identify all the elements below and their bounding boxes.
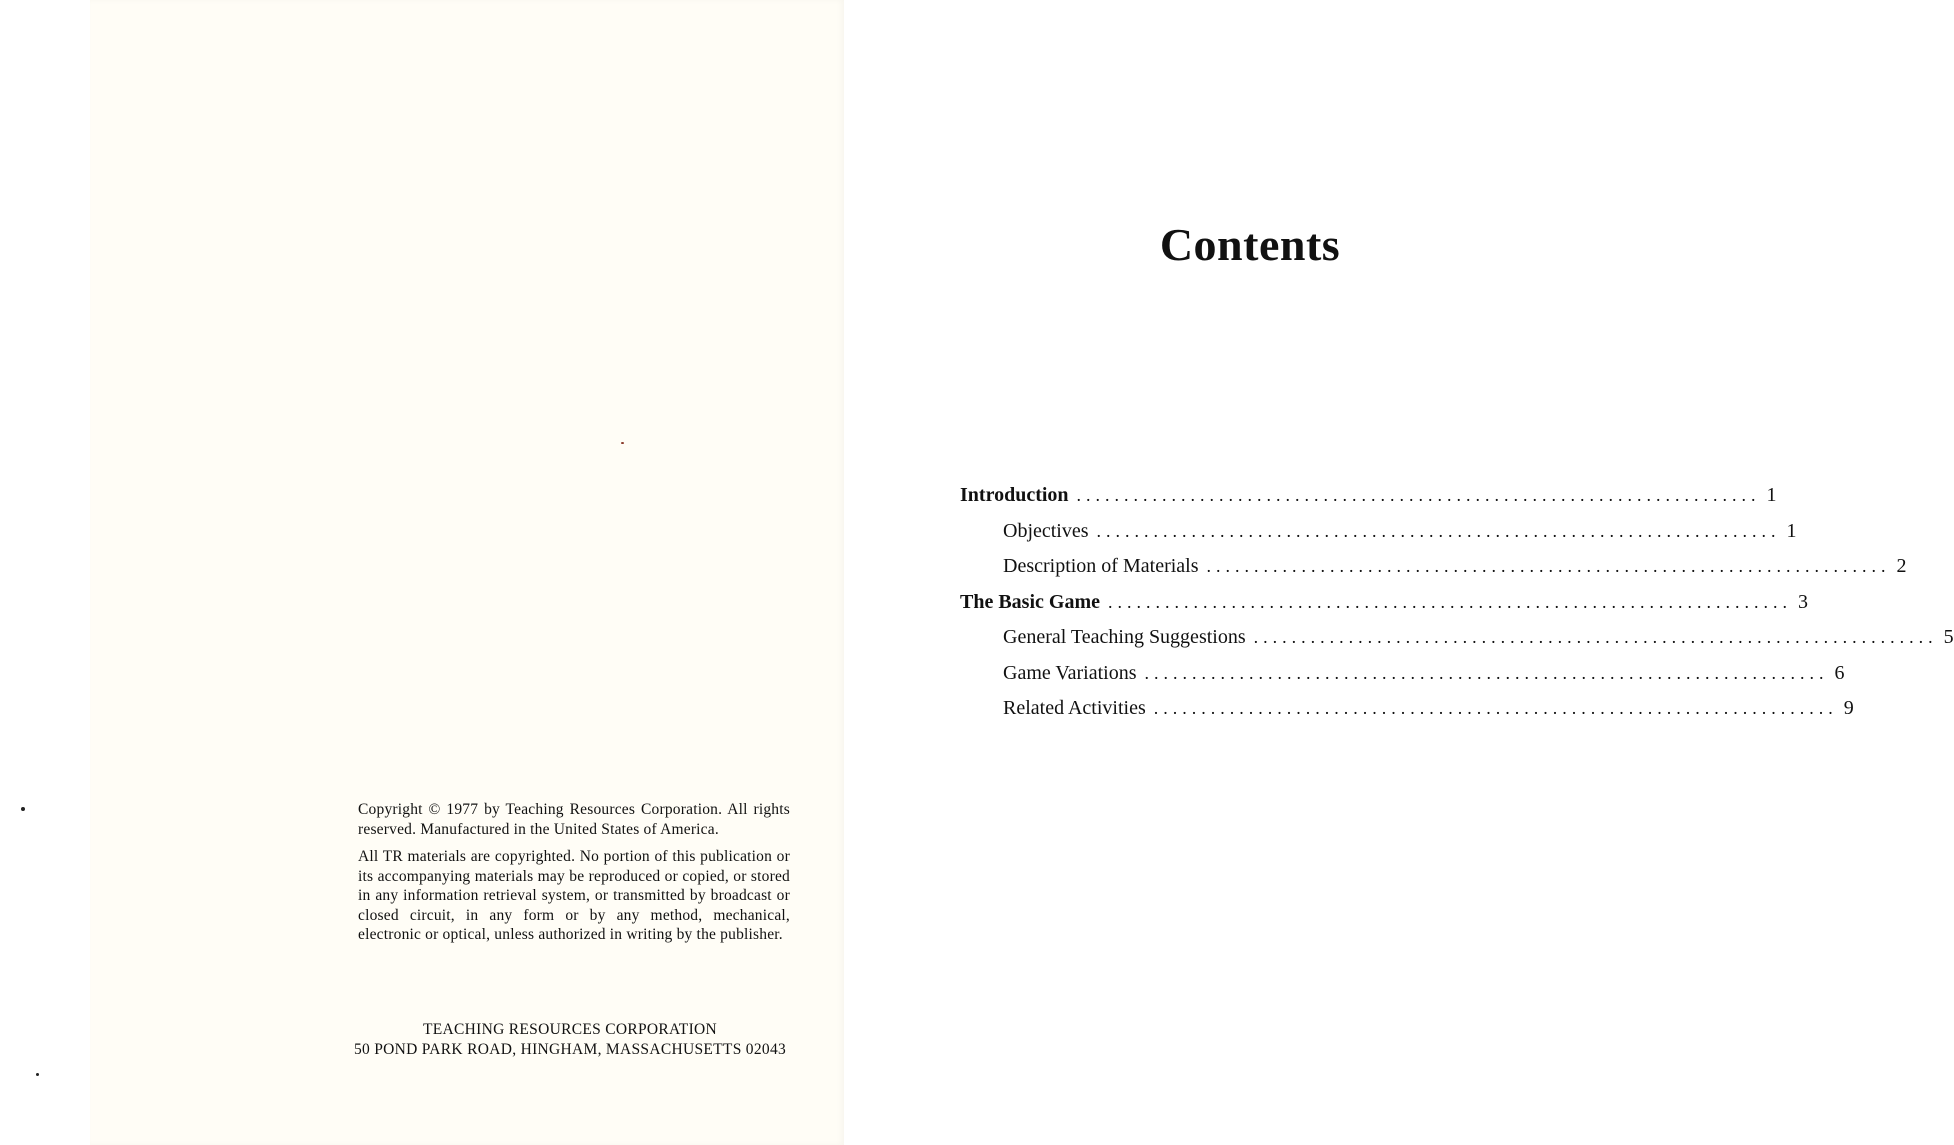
toc-entry-title: The Basic Game xyxy=(960,590,1100,613)
dot-leader: ........................................................................ xyxy=(1108,591,1792,612)
toc-page-number: 1 xyxy=(1786,519,1797,542)
toc-entry-title: Description of Materials xyxy=(1003,555,1199,577)
bleed-through-mark xyxy=(185,360,201,413)
toc-entry-title: Related Activities xyxy=(1003,697,1146,719)
page-title: Contents xyxy=(1159,219,1341,270)
dot-leader: ........................................................................ xyxy=(1144,662,1829,683)
dot-leader: ........................................................................ xyxy=(1253,627,1938,647)
toc-page-number: 3 xyxy=(1798,590,1808,613)
toc-entry-title: Introduction xyxy=(960,484,1069,506)
scan-speck xyxy=(36,1073,39,1076)
copyright-paragraph: Copyright © 1977 by Teaching Resources Corporation. All rights reserved. Manufactured in the United States of America. xyxy=(358,801,790,838)
toc-entry xyxy=(960,590,1808,627)
dot-leader: ........................................................................ xyxy=(1153,698,1838,718)
toc-entry-title: Game Variations xyxy=(1003,661,1137,684)
copyright-page xyxy=(90,0,844,1145)
dot-leader: ........................................................................ xyxy=(1206,556,1891,576)
toc-page-number: 9 xyxy=(1843,697,1854,719)
toc-page-number: 1 xyxy=(1766,484,1777,506)
table-of-contents xyxy=(960,484,1954,733)
publisher-name: TEACHING RESOURCES CORPORATION xyxy=(422,1021,718,1038)
publisher-block xyxy=(290,1020,850,1060)
publisher-address: 50 POND PARK ROAD, HINGHAM, MASSACHUSETTS 02043 xyxy=(353,1041,787,1058)
toc-entry xyxy=(960,555,1907,591)
toc-entry xyxy=(960,626,1954,662)
toc-entry xyxy=(960,484,1777,520)
scan-speck xyxy=(621,442,624,444)
toc-entry xyxy=(960,697,1854,733)
toc-entry xyxy=(960,519,1797,556)
toc-page-number: 6 xyxy=(1834,661,1845,684)
copyright-notice xyxy=(358,800,790,953)
toc-entry xyxy=(960,661,1845,698)
toc-entry-title: General Teaching Suggestions xyxy=(1003,626,1246,648)
dot-leader: ........................................................................ xyxy=(1076,485,1761,505)
dot-leader: ........................................................................ xyxy=(1096,520,1781,541)
copyright-paragraph: All TR materials are copyrighted. No portion of this publication or its accompanying materials may be reproduced or copied, or stored in any information retrieval system, or transmitted by broadcast or closed circuit, in any form or by any method, mechanical, electronic or optical, unless authorized in writing by the publisher. xyxy=(358,848,790,943)
toc-page-number: 5 xyxy=(1943,626,1954,648)
toc-entry-title: Objectives xyxy=(1003,519,1089,542)
toc-page-number: 2 xyxy=(1896,555,1907,577)
scan-speck xyxy=(21,807,25,811)
